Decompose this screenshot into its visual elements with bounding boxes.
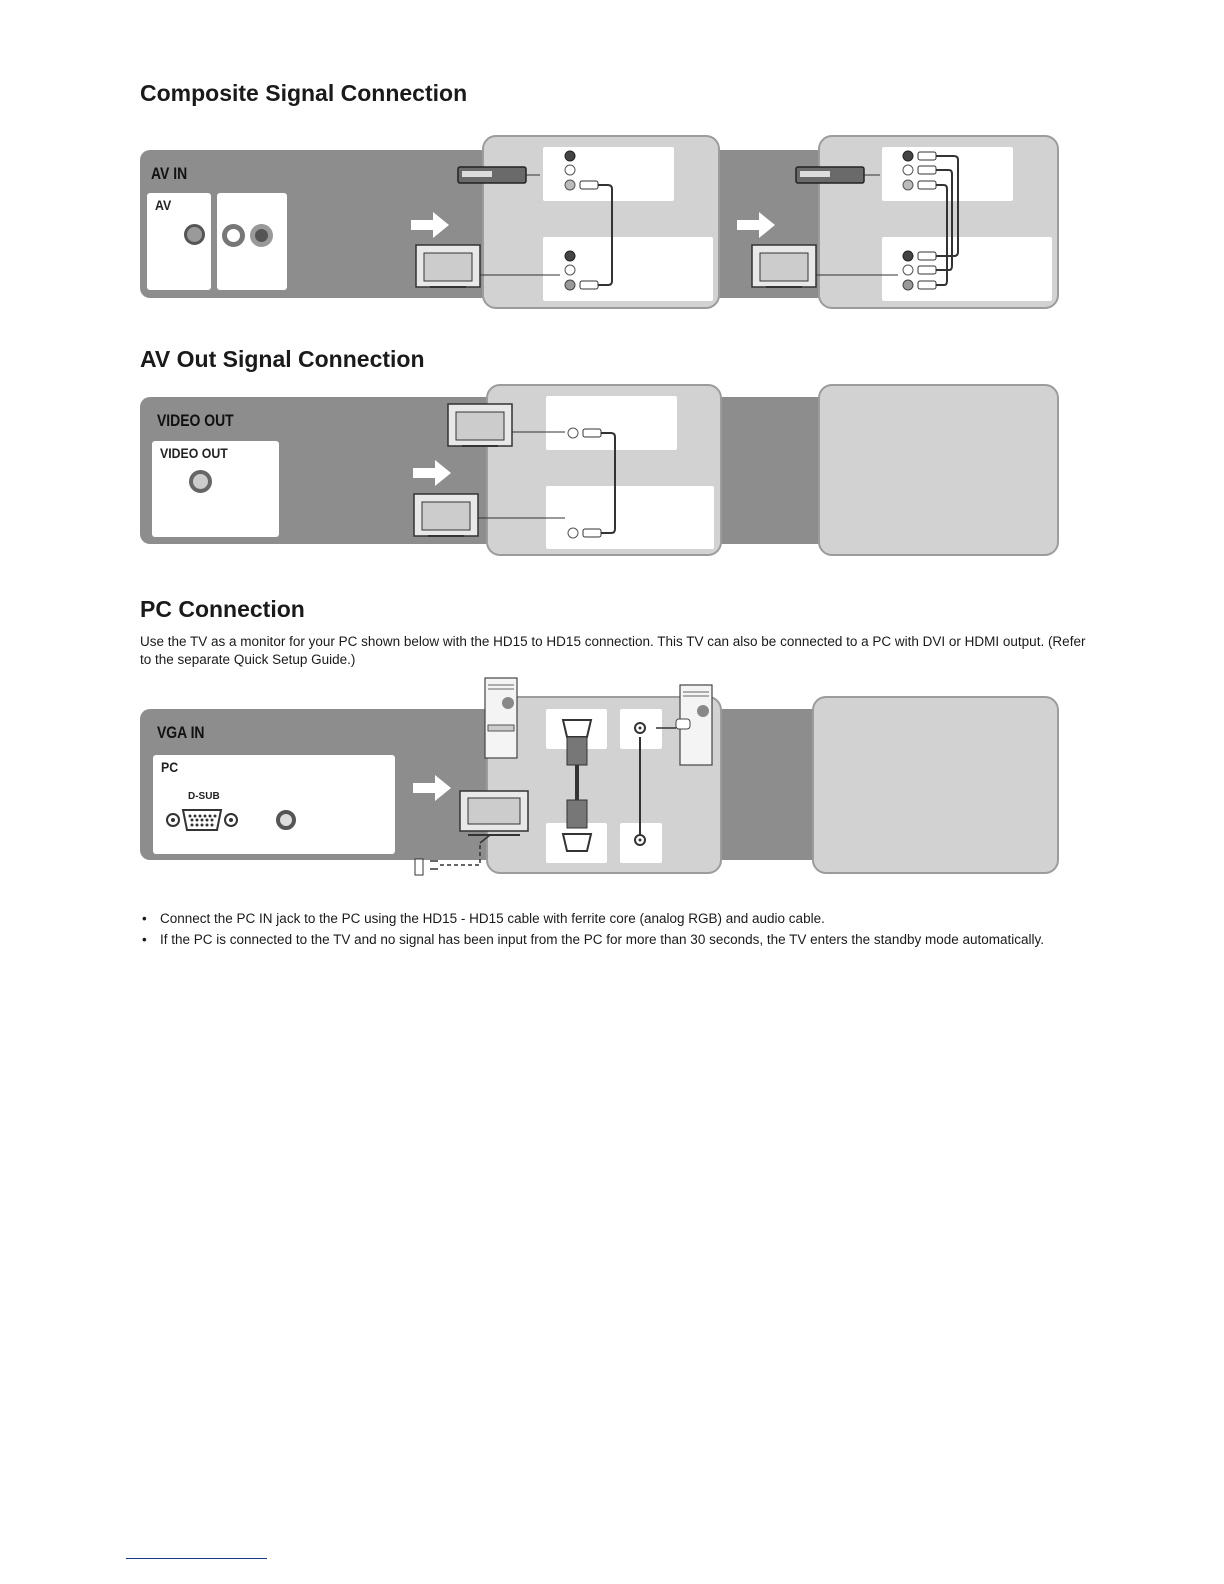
tv-back-icon bbox=[414, 494, 565, 536]
pc-audio-jack-icon bbox=[276, 810, 296, 830]
rca-plug-icon bbox=[918, 281, 936, 289]
av-out-panel-2 bbox=[818, 384, 1059, 556]
video-out-card bbox=[152, 441, 279, 537]
video-out-card-label: VIDEO OUT bbox=[160, 445, 228, 461]
pc-diagram bbox=[410, 675, 730, 880]
video-jack-icon bbox=[184, 224, 205, 245]
section-title-pc: PC Connection bbox=[140, 596, 305, 622]
tv-back-icon bbox=[448, 404, 565, 446]
pc-note-item bbox=[140, 931, 1100, 949]
power-plug-icon bbox=[415, 835, 490, 875]
rca-plug-icon bbox=[918, 181, 936, 189]
video-out-jack-icon bbox=[189, 470, 212, 493]
rca-plug-icon bbox=[918, 252, 936, 260]
tv-back-icon bbox=[752, 245, 898, 287]
rca-plug-icon bbox=[580, 181, 598, 189]
dsub-label: D-SUB bbox=[188, 791, 220, 802]
video-out-band-label: VIDEO OUT bbox=[157, 411, 234, 430]
composite-panel-2-diagram bbox=[746, 135, 1066, 309]
rca-plug-icon bbox=[918, 152, 936, 160]
rca-plug-icon bbox=[918, 166, 936, 174]
bullet-icon: • bbox=[142, 932, 147, 947]
pc-panel-2 bbox=[812, 696, 1059, 874]
tv-back-icon bbox=[416, 245, 560, 287]
vga-connector-icon bbox=[563, 720, 591, 851]
pc-card-label: PC bbox=[161, 759, 179, 775]
rca-plug-icon bbox=[580, 281, 598, 289]
rca-plug-icon bbox=[583, 529, 601, 537]
rca-plug-icon bbox=[583, 429, 601, 437]
section-title-composite: Composite Signal Connection bbox=[140, 80, 468, 106]
pc-intro-text: Use the TV as a monitor for your PC shown below with the HD15 to HD15 connection. This TV can also be connected to a PC with DVI or HDMI output. (Refer to the separate Quick Setup Guide.) bbox=[140, 634, 1086, 667]
pc-notes-list bbox=[140, 910, 1100, 952]
audio-card bbox=[217, 193, 287, 290]
section-title-av-out: AV Out Signal Connection bbox=[140, 346, 425, 372]
av-card-label: AV bbox=[155, 197, 172, 213]
av-card bbox=[147, 193, 211, 290]
vga-connector-icon bbox=[165, 807, 239, 833]
pc-tower-icon bbox=[676, 685, 712, 765]
av-in-band-label: AV IN bbox=[151, 164, 188, 183]
tv-back-icon bbox=[460, 791, 528, 835]
pc-note-text: If the PC is connected to the TV and no signal has been input from the PC for more than 30 seconds, the TV enters the standby mode automatically. bbox=[160, 932, 1045, 947]
audio-white-jack-icon bbox=[222, 224, 245, 247]
rca-plug-icon bbox=[918, 266, 936, 274]
dvd-player-icon bbox=[458, 167, 540, 183]
audio-red-jack-icon bbox=[250, 224, 273, 247]
dvd-player-icon bbox=[796, 167, 880, 183]
pc-note-item bbox=[140, 910, 1100, 928]
pc-note-text: Connect the PC IN jack to the PC using the HD15 - HD15 cable with ferrite core (analog RGB) and audio cable. bbox=[160, 911, 825, 926]
av-out-diagram bbox=[410, 384, 730, 556]
pc-tower-icon bbox=[485, 678, 517, 758]
pc-card bbox=[153, 755, 395, 854]
vga-in-band-label: VGA IN bbox=[157, 723, 205, 742]
composite-panel-1-diagram bbox=[410, 135, 730, 309]
bullet-icon: • bbox=[142, 911, 147, 926]
footnote-rule bbox=[126, 1558, 267, 1559]
